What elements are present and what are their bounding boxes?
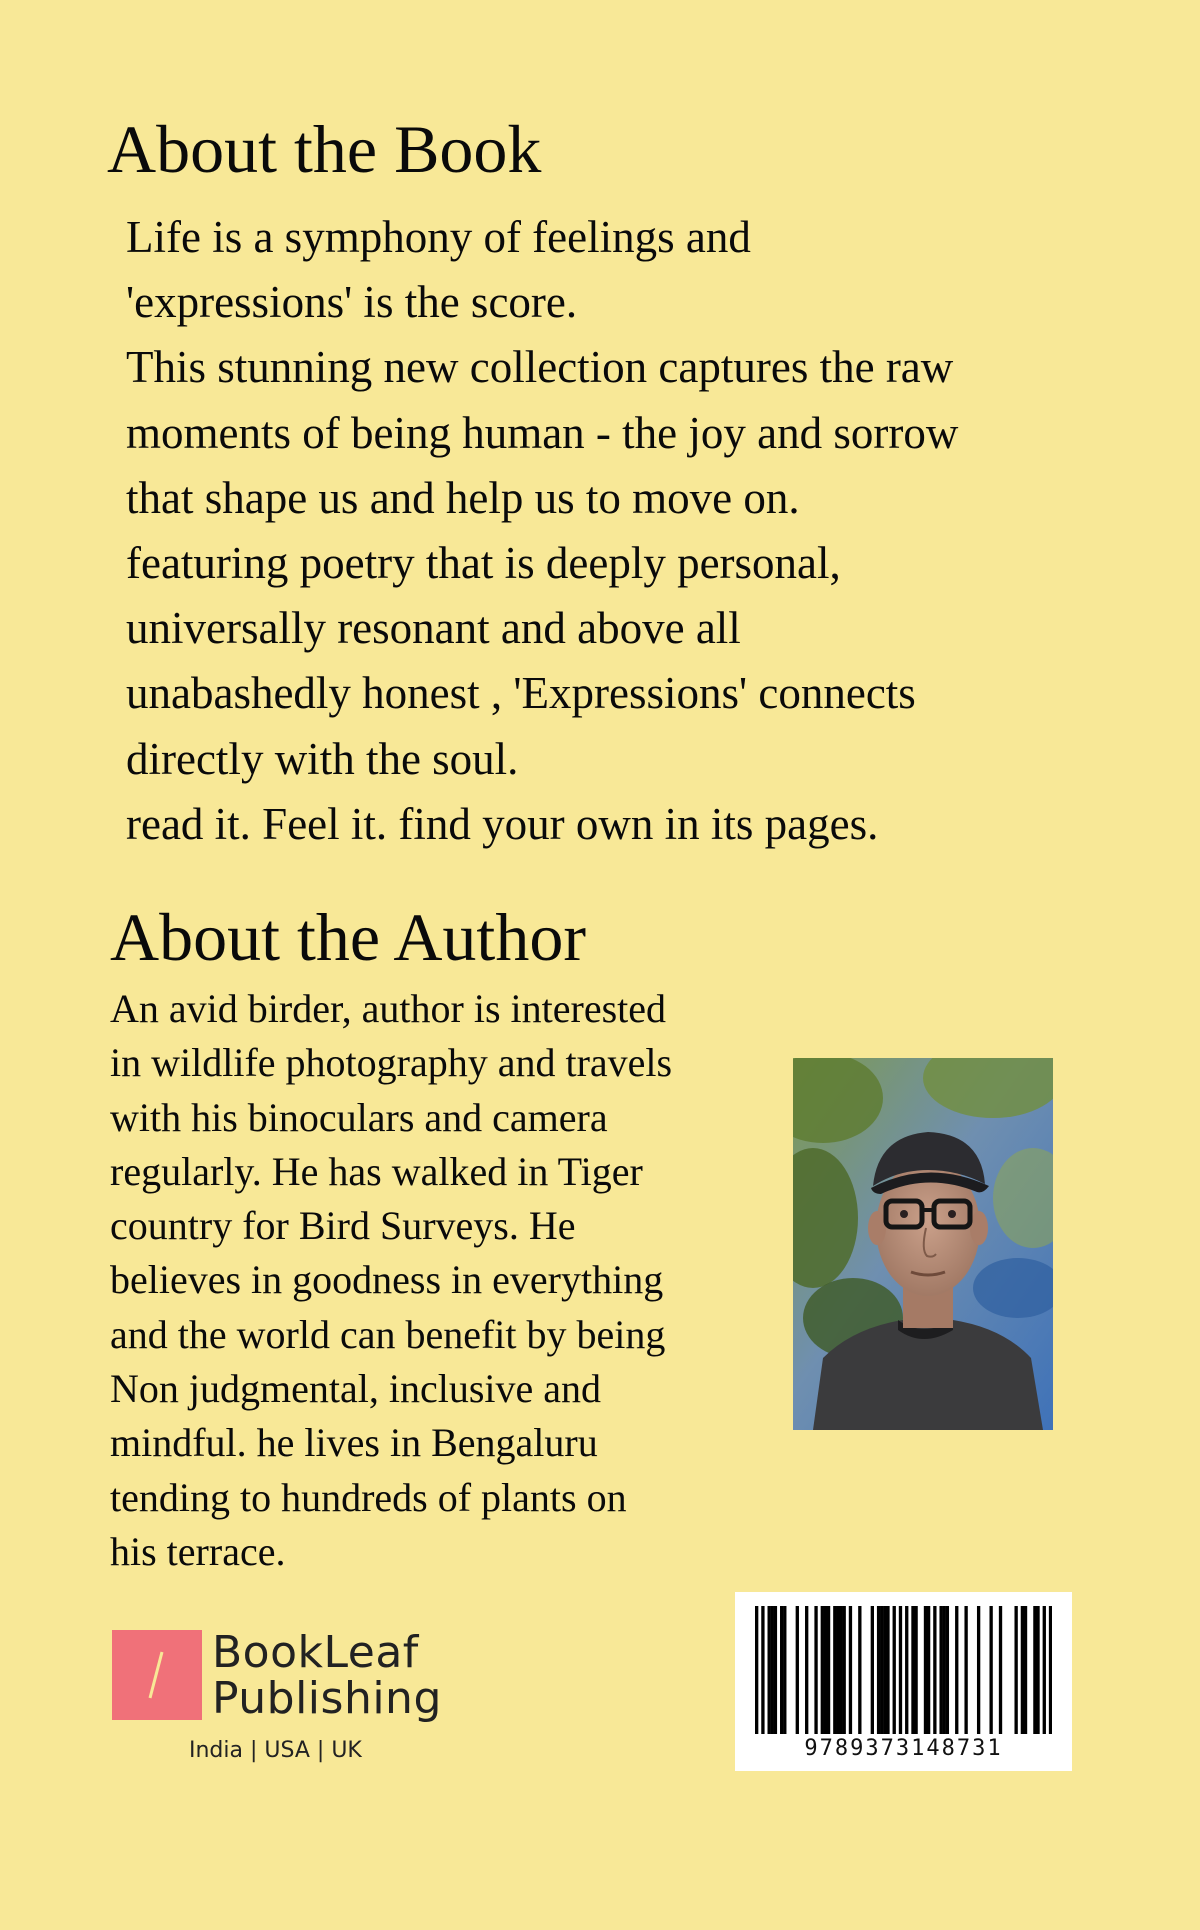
barcode-bar	[755, 1606, 758, 1734]
barcode-bar	[821, 1606, 824, 1734]
isbn-number: 9789373148731	[804, 1736, 1003, 1761]
author-photo	[793, 1058, 1053, 1430]
barcode-bar	[977, 1606, 980, 1734]
about-author-line: tending to hundreds of plants on	[110, 1474, 627, 1520]
about-author-line: mindful. he lives in Bengaluru	[110, 1420, 598, 1466]
about-book-text	[126, 205, 1106, 857]
publisher-regions: India | USA | UK	[189, 1738, 362, 1763]
barcode-bar	[877, 1606, 880, 1734]
barcode-bar	[1049, 1606, 1052, 1734]
about-author-line: believes in goodness in everything	[110, 1257, 664, 1303]
barcode-bar	[774, 1606, 777, 1734]
barcode-bar	[843, 1606, 846, 1734]
barcode-bar	[783, 1606, 786, 1734]
barcode-bar	[805, 1606, 808, 1734]
barcode-bar	[883, 1606, 886, 1734]
barcode-bar	[771, 1606, 774, 1734]
about-author-line: with his binoculars and camera	[110, 1094, 608, 1140]
barcode-bar	[946, 1606, 949, 1734]
about-author-line: Non judgmental, inclusive and	[110, 1366, 602, 1412]
barcode-bar	[1036, 1606, 1039, 1734]
barcode-bar	[839, 1606, 842, 1734]
about-book-line: universally resonant and above all	[126, 603, 741, 654]
about-book-line: moments of being human - the joy and sorrow	[126, 407, 959, 458]
isbn-barcode	[735, 1592, 1072, 1771]
publisher-name-line1: BookLeaf	[212, 1627, 419, 1678]
barcode-bar	[833, 1606, 836, 1734]
barcode-bar	[849, 1606, 852, 1734]
barcode-bar	[964, 1606, 967, 1734]
about-author-line: regularly. He has walked in Tiger	[110, 1148, 643, 1194]
barcode-bar	[939, 1606, 942, 1734]
barcode-bar	[871, 1606, 874, 1734]
about-book-line: Life is a symphony of feelings and	[126, 212, 751, 262]
barcode-bar	[1024, 1606, 1027, 1734]
about-book-line: This stunning new collection captures the raw	[126, 342, 954, 393]
about-book-line: that shape us and help us to move on.	[126, 472, 800, 523]
about-author-line: country for Bird Surveys. He	[110, 1203, 576, 1249]
about-author-line: An avid birder, author is interested	[110, 986, 667, 1031]
barcode-bar	[933, 1606, 936, 1734]
barcode-bar	[1021, 1606, 1024, 1734]
barcode-bar	[924, 1606, 927, 1734]
barcode-bar	[911, 1606, 914, 1734]
barcode-bar	[927, 1606, 930, 1734]
barcode-bar	[836, 1606, 839, 1734]
barcode-bar	[814, 1606, 817, 1734]
barcode-bar	[768, 1606, 771, 1734]
barcode-bar	[989, 1606, 992, 1734]
barcode-bar	[886, 1606, 889, 1734]
publisher-name-line2: Publishing	[212, 1673, 442, 1724]
barcode-bar	[796, 1606, 799, 1734]
publisher-logo	[112, 1627, 452, 1770]
barcode-bar	[824, 1606, 827, 1734]
about-book-heading: About the Book	[107, 111, 542, 187]
barcode-bar	[880, 1606, 883, 1734]
barcode-bar	[914, 1606, 917, 1734]
barcode-bar	[899, 1606, 902, 1734]
barcode-bar	[1043, 1606, 1046, 1734]
barcode-bar	[858, 1606, 861, 1734]
about-author-line: his terrace.	[110, 1528, 286, 1574]
barcode-bar	[1014, 1606, 1017, 1734]
about-author-heading: About the Author	[110, 899, 586, 975]
barcode-bar	[893, 1606, 896, 1734]
about-book-line: 'expressions' is the score.	[126, 277, 578, 328]
about-author-text	[110, 982, 730, 1579]
barcode-bar	[827, 1606, 830, 1734]
barcode-bar	[1033, 1606, 1036, 1734]
about-book-line: directly with the soul.	[126, 733, 519, 784]
barcode-bars	[755, 1606, 1052, 1734]
about-author-line: in wildlife photography and travels	[110, 1040, 673, 1086]
barcode-bar	[999, 1606, 1002, 1734]
about-author-line: and the world can benefit by being	[110, 1311, 666, 1357]
barcode-bar	[780, 1606, 783, 1734]
about-book-line: unabashedly honest , 'Expressions' connects	[126, 668, 916, 719]
barcode-bar	[943, 1606, 946, 1734]
barcode-bar	[955, 1606, 958, 1734]
barcode-bar	[905, 1606, 908, 1734]
barcode-bar	[761, 1606, 764, 1734]
publisher-logo-mark	[112, 1630, 202, 1720]
about-book-line: read it. Feel it. find your own in its pages.	[126, 798, 879, 849]
about-book-line: featuring poetry that is deeply personal,	[126, 537, 841, 588]
